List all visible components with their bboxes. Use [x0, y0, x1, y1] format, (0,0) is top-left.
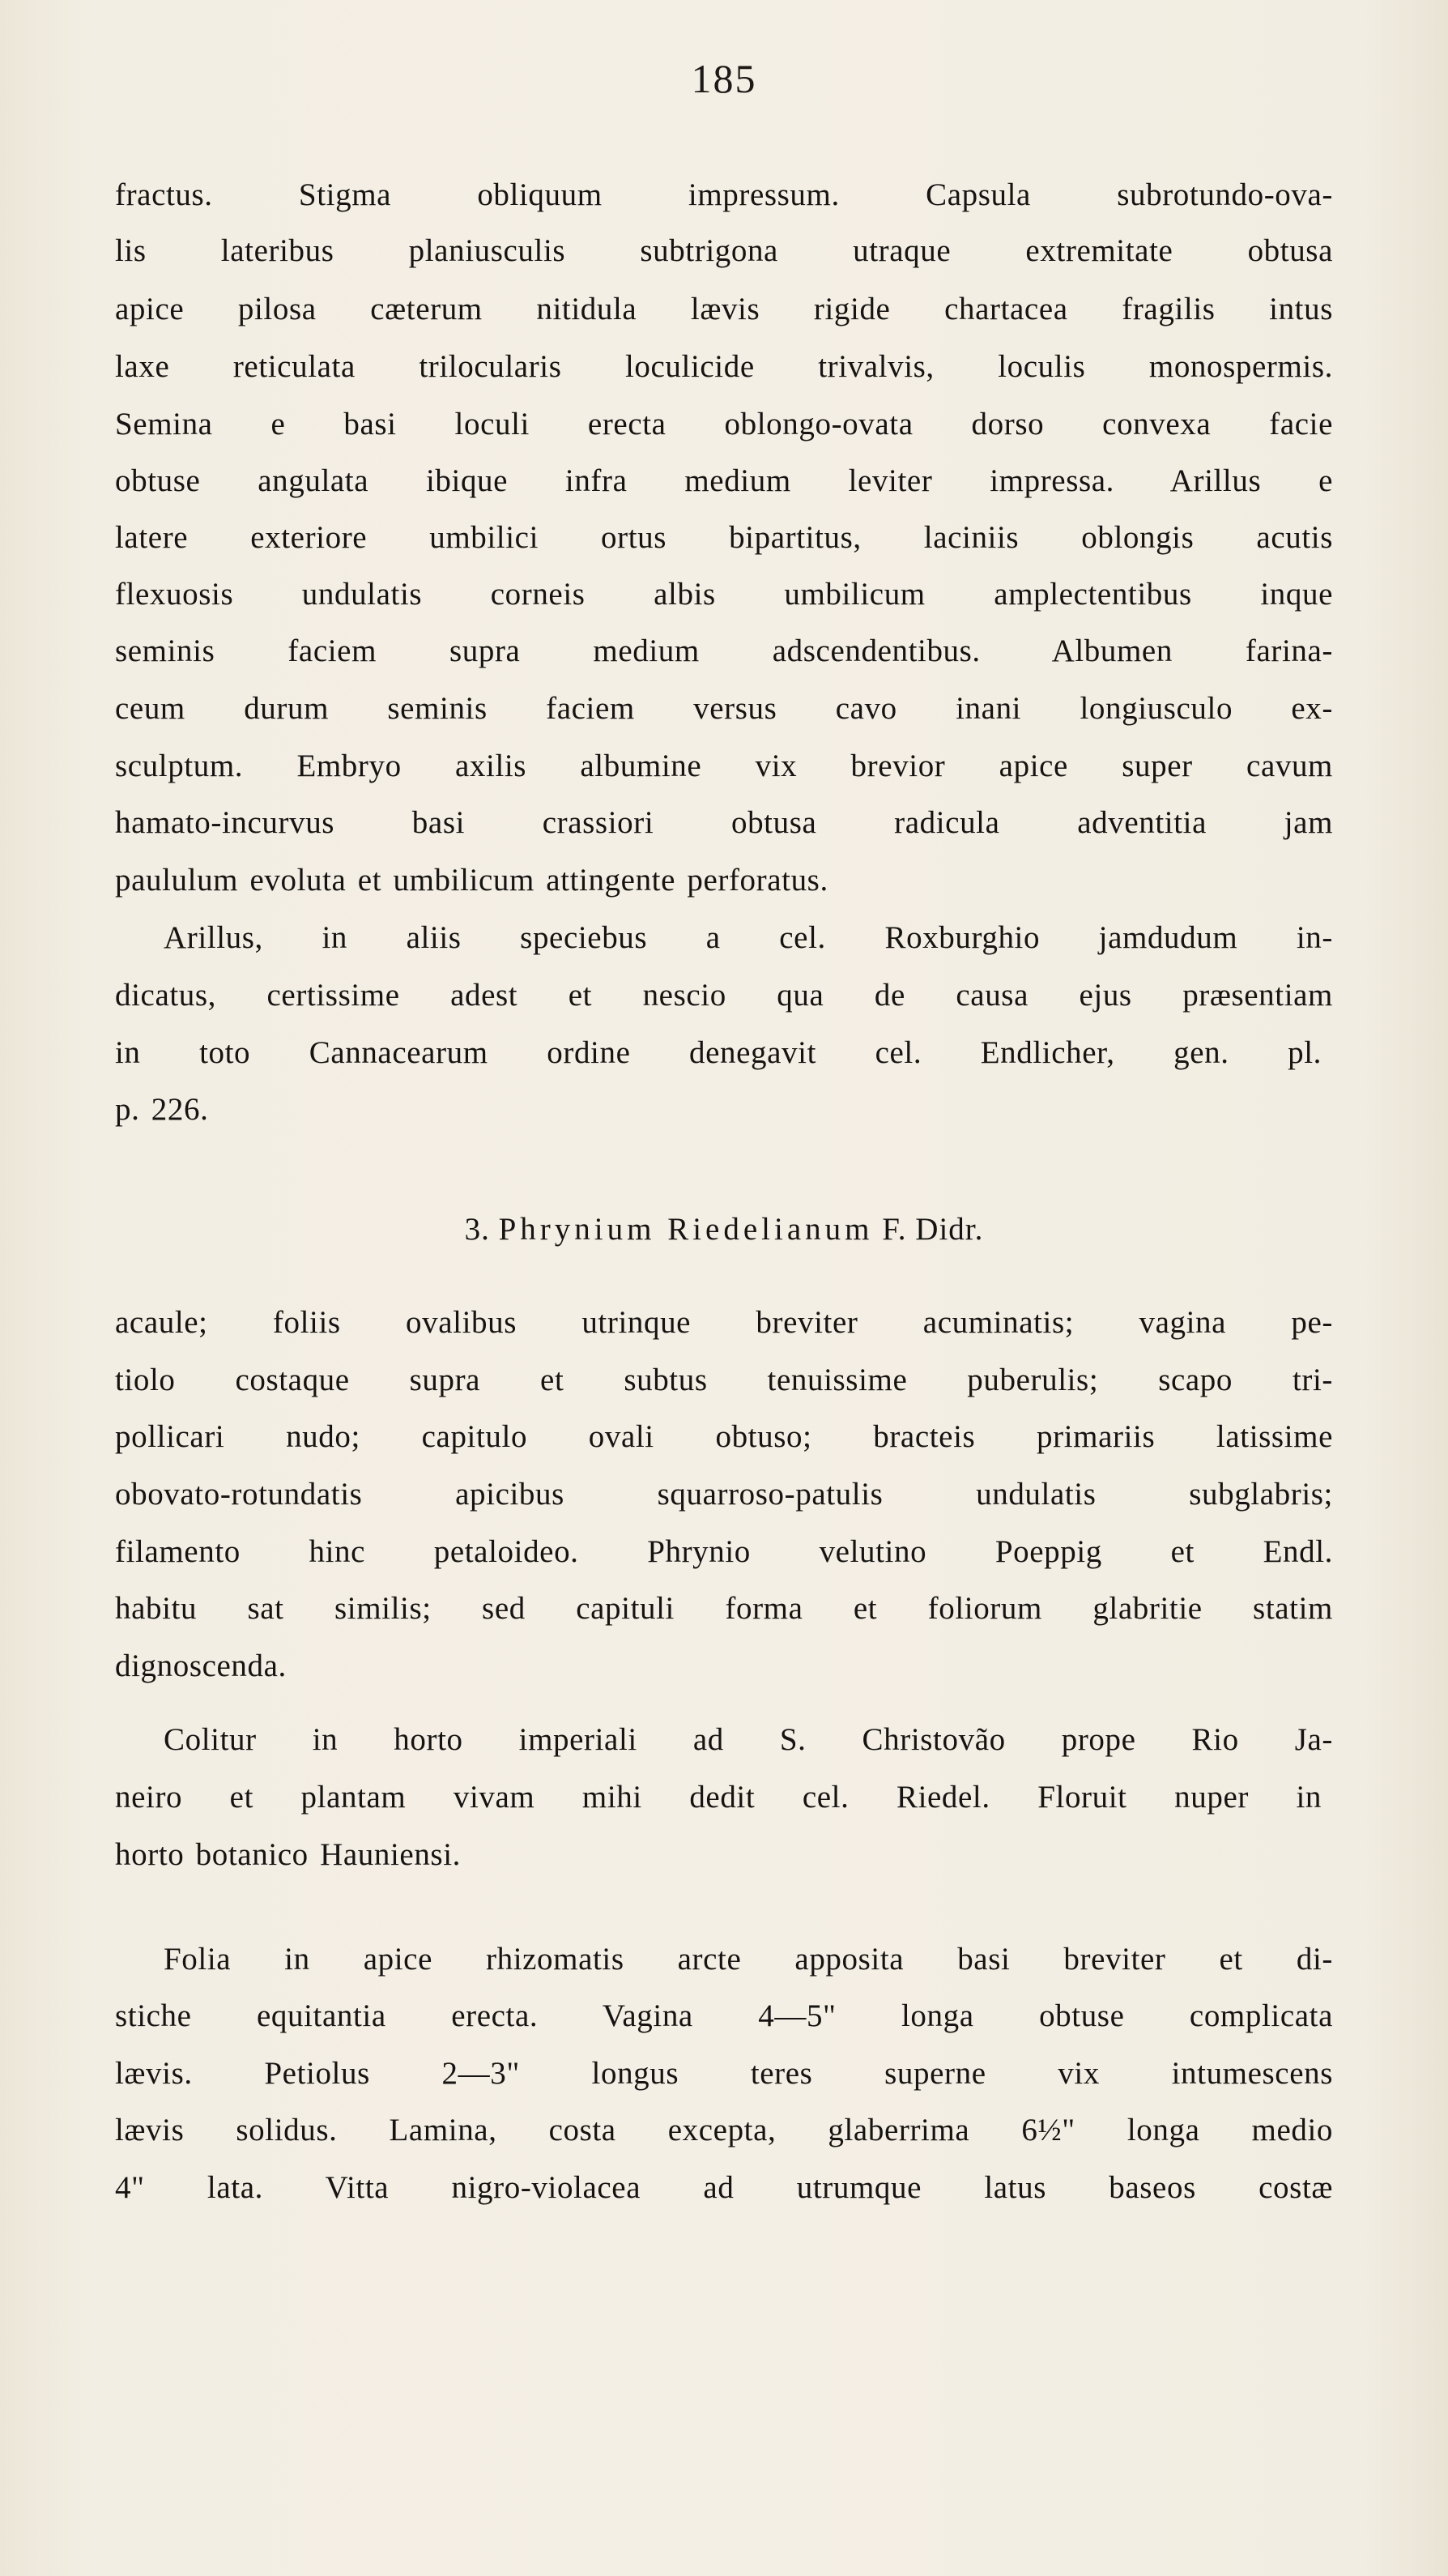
- text-line: stiche equitantia erecta. Vagina 4—5" longa obtuse complicata: [115, 1998, 1333, 2033]
- text-line: apice pilosa cæterum nitidula lævis rigide chartacea fragilis intus: [115, 292, 1333, 326]
- text-line: obovato-rotundatis apicibus squarroso-patulis undulatis subglabris;: [115, 1477, 1333, 1512]
- text-line: lævis. Petiolus 2—3" longus teres superne vix intumescens: [115, 2056, 1333, 2091]
- text-line: Arillus, in aliis speciebus a cel. Roxburghio jamdudum in-: [164, 920, 1333, 955]
- text-line: obtuse angulata ibique infra medium leviter impressa. Arillus e: [115, 463, 1333, 498]
- text-line: flexuosis undulatis corneis albis umbilicum amplectentibus inque: [115, 577, 1333, 612]
- text-line: Semina e basi loculi erecta oblongo-ovata dorso convexa facie: [115, 407, 1333, 441]
- text-line: hamato-incurvus basi crassiori obtusa radicula adventitia jam: [115, 805, 1333, 840]
- text-line: lævis solidus. Lamina, costa excepta, glaberrima 6½" longa medio: [115, 2113, 1333, 2147]
- text-line: tiolo costaque supra et subtus tenuissime puberulis; scapo tri-: [115, 1363, 1333, 1397]
- species-number: 3.: [464, 1212, 490, 1247]
- text-line: latere exteriore umbilici ortus bipartitus, laciniis oblongis acutis: [115, 520, 1333, 555]
- species-name: Phrynium Riedelianum: [498, 1212, 874, 1247]
- page-number: 185: [691, 56, 757, 101]
- text-line: neiro et plantam vivam mihi dedit cel. Riedel. Floruit nuper in: [115, 1780, 1322, 1815]
- text-line: ceum durum seminis faciem versus cavo inani longiusculo ex-: [115, 691, 1333, 726]
- text-line: horto botanico Hauniensi.: [115, 1837, 461, 1872]
- text-line: Colitur in horto imperiali ad S. Christovão prope Rio Ja-: [164, 1722, 1333, 1757]
- text-line: seminis faciem supra medium adscendentibus. Albumen farina-: [115, 633, 1333, 668]
- text-line: pollicari nudo; capitulo ovali obtuso; bracteis primariis latissime: [115, 1419, 1333, 1454]
- text-line: 4" lata. Vitta nigro-violacea ad utrumque latus baseos costæ: [115, 2170, 1333, 2205]
- text-line: acaule; foliis ovalibus utrinque breviter acuminatis; vagina pe-: [115, 1305, 1333, 1340]
- text-line: fractus. Stigma obliquum impressum. Capsula subrotundo-ova-: [115, 177, 1333, 212]
- text-line: sculptum. Embryo axilis albumine vix brevior apice super cavum: [115, 748, 1333, 783]
- text-line: laxe reticulata trilocularis loculicide trivalvis, loculis monospermis.: [115, 349, 1333, 384]
- text-line: in toto Cannacearum ordine denegavit cel. Endlicher, gen. pl.: [115, 1035, 1322, 1070]
- species-heading: [0, 1207, 1448, 1252]
- text-line: lis lateribus planiusculis subtrigona utraque extremitate obtusa: [115, 233, 1333, 268]
- text-line: p. 226.: [115, 1092, 209, 1127]
- text-line: Folia in apice rhizomatis arcte apposita basi breviter et di-: [164, 1942, 1333, 1977]
- text-line: dicatus, certissime adest et nescio qua de causa ejus præsentiam: [115, 978, 1333, 1013]
- species-author: F. Didr.: [882, 1212, 984, 1247]
- text-line: paululum evoluta et umbilicum attingente perforatus.: [115, 863, 828, 898]
- text-line: filamento hinc petaloideo. Phrynio velutino Poeppig et Endl.: [115, 1534, 1333, 1569]
- text-line: dignoscenda.: [115, 1648, 287, 1683]
- text-line: habitu sat similis; sed capituli forma et foliorum glabritie statim: [115, 1591, 1333, 1626]
